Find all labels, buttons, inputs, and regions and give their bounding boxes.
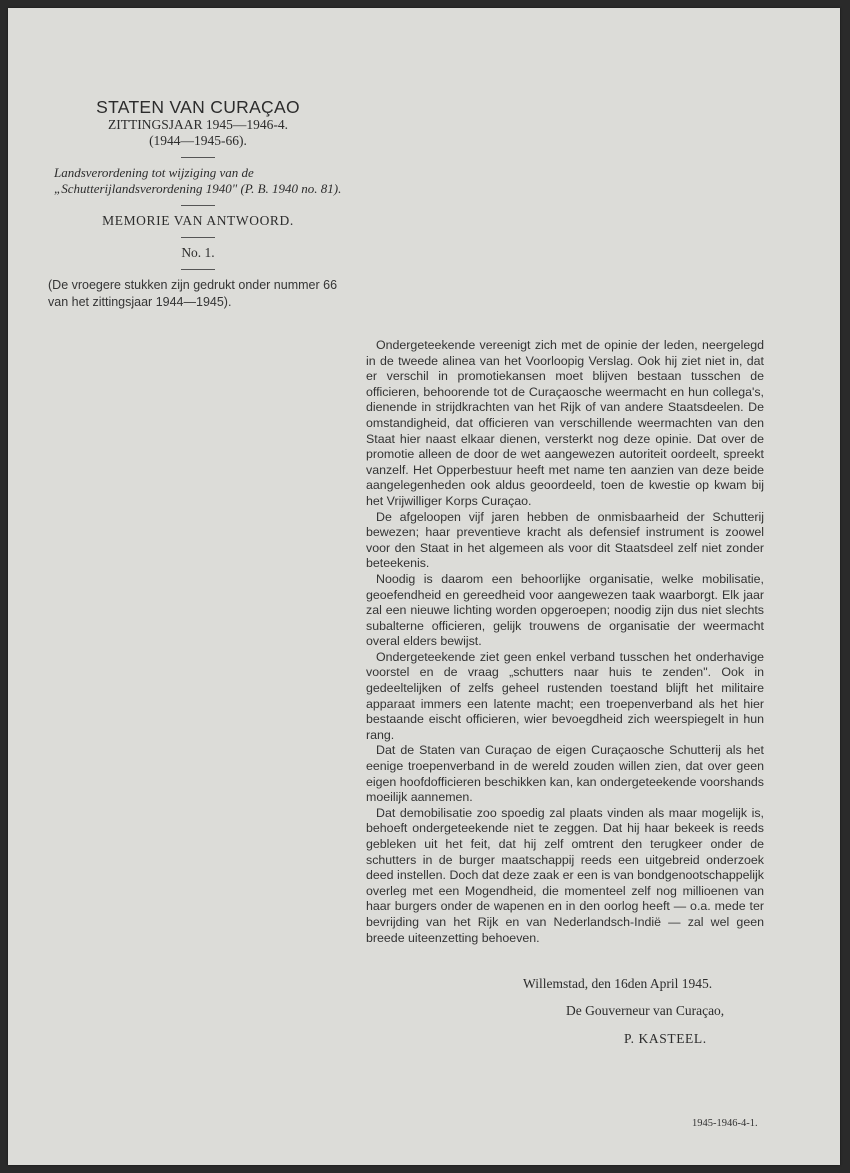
document-number: No. 1. bbox=[181, 245, 215, 260]
assembly-title: STATEN VAN CURAÇAO bbox=[96, 97, 300, 117]
header-divider bbox=[181, 269, 215, 270]
document-header bbox=[48, 97, 348, 311]
footer-doc-number: 1945-1946-4-1. bbox=[692, 1118, 758, 1129]
subject-line: Landsverordening tot wijziging van de „Schutterijlandsverordening 1940" (P. B. 1940 no. 81). bbox=[54, 165, 342, 196]
reference-note: (De vroegere stukken zijn gedrukt onder nummer 66 van het zittingsjaar 1944—1945). bbox=[48, 278, 338, 309]
header-divider bbox=[181, 237, 215, 238]
signatory-role: De Gouverneur van Curaçao, bbox=[566, 1003, 725, 1018]
signatory-name: P. KASTEEL. bbox=[624, 1031, 707, 1046]
paragraph: Noodig is daarom een behoorlijke organisatie, welke mobilisatie, geoefendheid en gereedheid voor aangewezen taak waarborgt. Elk jaar zal een nieuwe lichting worden opgeroepen; noodig zijn dus niet slechts subalterne officieren, gelijk trouwens de organisatie der weermacht overal elders bewijst. bbox=[366, 571, 764, 649]
paragraph: De afgeloopen vijf jaren hebben de onmisbaarheid der Schutterij bewezen; haar preventieve kracht als defensief instrument is zoowel voor den Staat in het algemeen als voor dit Staatsdeel zelf niet zonder beteekenis. bbox=[366, 509, 764, 571]
header-divider bbox=[181, 205, 215, 206]
paragraph: Ondergeteekende vereenigt zich met de opinie der leden, neergelegd in de tweede alinea van het Voorloopig Verslag. Ook hij ziet niet in, dat er verschil in promotiekansen moet blijven bestaan tusschen de officieren, behoorende tot de Curaçaosche weermacht en hun collega's, dienende in strijdkrachten van het Rijk of van andere Staatsdeelen. De omstandigheid, dat officieren van verschillende weermachten van den Staat hier naast elkaar dienen, versterkt nog deze opinie. Dat over de promotie alleen de door de wet aangewezen autoriteit oordeelt, spreekt vanzelf. Het Opperbestuur heeft met name ten aanzien van deze beide aangelegenheden ook aldus geoordeeld, toen de kwestie op kwam bij het Vrijwilliger Korps Curaçao. bbox=[366, 338, 764, 508]
session-year-previous: (1944—1945-66). bbox=[149, 133, 247, 148]
paragraph: Dat demobilisatie zoo spoedig zal plaats vinden als maar mogelijk is, behoeft ondergeteekende niet te zeggen. Dat hij haar bekeek is reeds gebleken uit het feit, dat hij zelf omtrent den terugkeer onder de schutters in de burger maatschappij reeds een uitgebreid onderzoek deed instellen. Doch dat deze zaak er een is van bondgenootschappelijk overleg met een Mogendheid, die momenteel zelf nog millioenen van haar burgers onder de wapenen en in den oorlog heeft — o.a. mede ter bevrijding van het Rijk en van Nederlandsch-Indië — zal wel geen breede uiteenzetting behoeven. bbox=[366, 805, 764, 945]
paragraph: Dat de Staten van Curaçao de eigen Curaçaosche Schutterij als het eenige troepenverband in de wereld zouden willen zien, dat over geen eigen hoofdofficieren beschikken kan, kan ondergeteekende voorshands moeilijk aannemen. bbox=[366, 743, 764, 805]
paragraph: Ondergeteekende ziet geen enkel verband tusschen het onderhavige voorstel en de vraag „schutters naar huis te zenden". Ook in gedeeltelijken of zelfs geheel rustenden toestand blijft het militaire apparaat immers een latente macht; een troepenverband als het hier bestaande eischt officieren, wier bevoegdheid zich weerspiegelt in hun rang. bbox=[366, 649, 764, 742]
document-type: MEMORIE VAN ANTWOORD. bbox=[102, 213, 294, 228]
place-date: Willemstad, den 16den April 1945. bbox=[523, 976, 713, 991]
header-divider bbox=[181, 157, 215, 158]
session-year: ZITTINGSJAAR 1945—1946-4. bbox=[108, 117, 288, 132]
body-text bbox=[366, 338, 764, 946]
